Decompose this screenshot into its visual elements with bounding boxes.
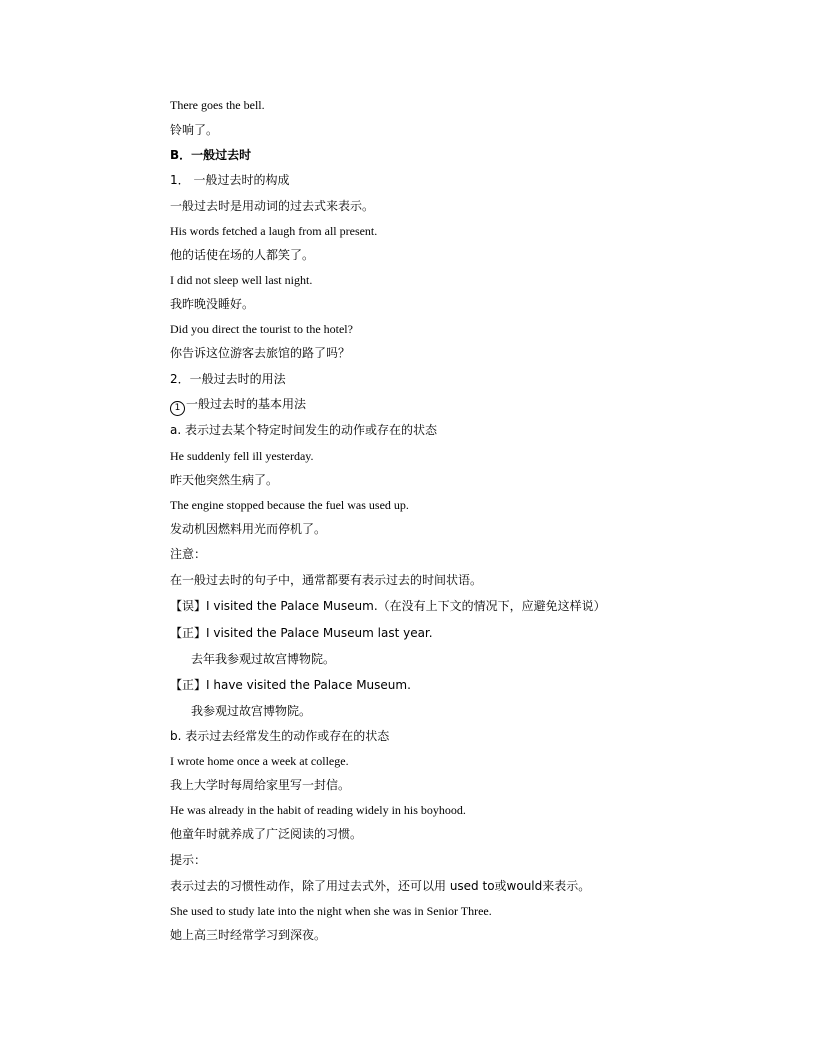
text-line-28: 我上大学时每周给家里写一封信。 [170, 778, 351, 792]
section-heading-b: B．一般过去时 [170, 148, 252, 162]
note-label: 注意： [170, 547, 207, 561]
text-line-29: He was already in the habit of reading widely in his boyhood. [170, 803, 466, 817]
correct-example-2: 【正】I have visited the Palace Museum. [170, 678, 411, 692]
point-a-heading: a. 表示过去某个特定时间发生的动作或存在的状态 [170, 423, 437, 437]
text-line-20: 在一般过去时的句子中，通常都要有表示过去的时间状语。 [170, 573, 483, 587]
text-line-10: Did you direct the tourist to the hotel? [170, 322, 353, 336]
correct-example-1-translation: 去年我参观过故宫博物院。 [191, 652, 336, 666]
text-line-5: 一般过去时是用动词的过去式来表示。 [170, 199, 375, 213]
text-line-2: 铃响了。 [170, 123, 219, 137]
text-line-32: 表示过去的习惯性动作，除了用过去式外，还可以用 used to或would来表示。 [170, 879, 591, 893]
text-line-33: She used to study late into the night when she was in Senior Three. [170, 904, 492, 918]
text-line-34: 她上高三时经常学习到深夜。 [170, 928, 327, 942]
circled-number-marker: 1 [170, 401, 185, 416]
tip-label: 提示： [170, 853, 207, 867]
correct-example-2-translation: 我参观过故宫博物院。 [191, 704, 312, 718]
subheading-circled-1-label: 一般过去时的基本用法 [186, 397, 307, 411]
text-line-11: 你告诉这位游客去旅馆的路了吗？ [170, 346, 351, 360]
text-line-18: 发动机因燃料用光而停机了。 [170, 522, 327, 536]
point-b-heading: b. 表示过去经常发生的动作或存在的状态 [170, 729, 390, 743]
text-line-30: 他童年时就养成了广泛阅读的习惯。 [170, 827, 363, 841]
text-line-15: He suddenly fell ill yesterday. [170, 449, 314, 463]
correct-example-1: 【正】I visited the Palace Museum last year. [170, 626, 433, 640]
text-line-6: His words fetched a laugh from all present. [170, 224, 378, 238]
text-line-27: I wrote home once a week at college. [170, 754, 349, 768]
text-line-1: There goes the bell. [170, 98, 265, 112]
subheading-1: 1． 一般过去时的构成 [170, 173, 290, 187]
text-line-7: 他的话使在场的人都笑了。 [170, 248, 315, 262]
subheading-2: 2．一般过去时的用法 [170, 372, 286, 386]
text-line-8: I did not sleep well last night. [170, 273, 313, 287]
text-line-9: 我昨晚没睡好。 [170, 297, 255, 311]
text-line-16: 昨天他突然生病了。 [170, 473, 279, 487]
subheading-circled-1 [170, 396, 306, 416]
text-line-17: The engine stopped because the fuel was used up. [170, 498, 409, 512]
wrong-example: 【误】I visited the Palace Museum.（在没有上下文的情况下，应避免这样说） [170, 599, 606, 613]
